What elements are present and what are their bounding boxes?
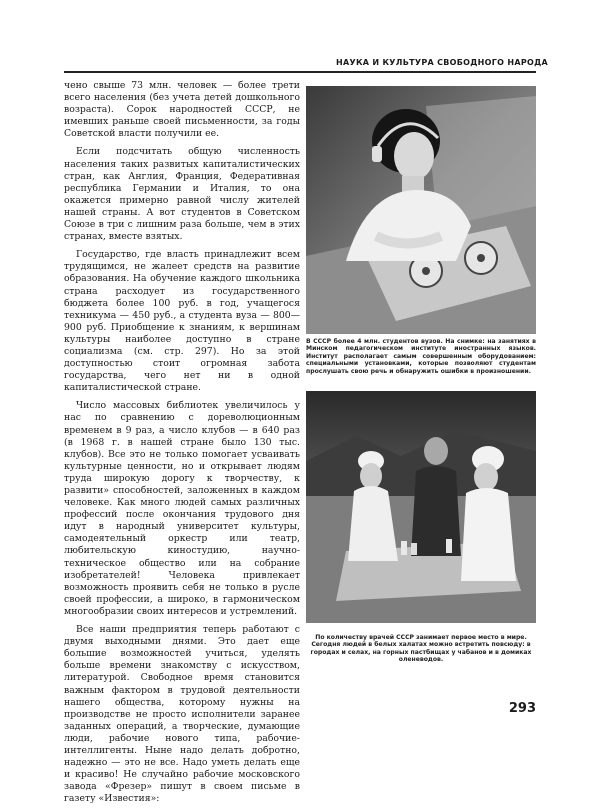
photo-language-lab bbox=[306, 86, 536, 334]
paragraph-2: Если подсчитать общую численность населения таких развитых капиталистических стран, как Англия, Франция, Федеративная республика Германии и Италия, то она окажется примерно равной числу жителей нашей страны. А вот студентов в Советском Союзе в три с лишним раза больше, чем в этих странах, вместе взятых. bbox=[64, 146, 300, 243]
page-number: 293 bbox=[508, 701, 536, 716]
paragraph-4: Число массовых библиотек увеличилось у нас по сравнению с дореволюционным временем в 9 раз, а число клубов — в 640 раз (в 1968 г. в нашей стране было 130 тыс. клубов). Все это не только помогает усваивать культурные ценности, но и открывает людям труда широкую дорогу к творчеству, к развити» способностей, заложенных в каждом человеке. Как много людей самых различных профессий после окончания трудового дня идут в народный университет культуры, самодеятельный оркестр или театр, любительскую киностудию, научно-техническое общество или на собрание изобретателей! Человека привлекает возможность проявить себя не только в русле своей профессии, а широко, в гармоническом многообразии своих интересов и устремлений. bbox=[64, 400, 300, 617]
paragraph-3: Государство, где власть принадлежит всем трудящимся, не жалеет средств на развитие образования. На обучение каждого школьника страна расходует из государственного бюджета более 100 руб. в год, учащегося техникума — 450 руб., а студента вуза — 800—900 руб. Приобщение к знаниям, к вершинам культуры наиболее доступно в стране социализма (см. стр. 297). Но за этой доступностью стоит огромная забота государства, чего нет ни в одной капиталистической стране. bbox=[64, 249, 300, 394]
caption-photo-2: По количеству врачей СССР занимает первое место в мире. Сегодня людей в белых халатах можно встретить повсюду: в городах и селах, на горных пастбищах у чабанов и в домиках оленеводов. bbox=[310, 634, 532, 664]
paragraph-5: Все наши предприятия теперь работают с двумя выходными днями. Это дает еще большие возможностей учиться, уделять больше времени знакомству с искусством, литературой. Свободное время становится важным фактором в трудовой деятельности нашего общества, которому нужны на производстве не просто исполнители заранее заданных операций, а творческие, думающие люди, рабочие нового типа, рабочие-интеллигенты. Ныне надо делать добротно, надежно — это не все. Надо уметь делать еще и красиво! Не случайно рабочие московского завода «Фрезер» пишут в своем письме в газету «Известия»: bbox=[64, 624, 300, 805]
photo-doctors-pasture bbox=[306, 391, 536, 623]
paragraph-1: чено свыше 73 млн. человек — более трети всего населения (без учета детей дошкольного возраста). Сорок народностей СССР, не имевших раньше своей письменности, за годы Советской власти получили ее. bbox=[64, 80, 300, 140]
text-column bbox=[64, 80, 300, 811]
running-head: НАУКА И КУЛЬТУРА СВОБОДНОГО НАРОДА bbox=[336, 58, 549, 67]
caption-photo-1: В СССР более 4 млн. студентов вузов. На снимке: на занятиях в Минском педагогическом институте иностранных языков. Институт располагает самым совершенным оборудованием: специальными установками, которые позволяют студентам прослушать свою речь и обнаружить ошибки в произношении. bbox=[306, 338, 536, 375]
header-rule bbox=[64, 71, 536, 73]
